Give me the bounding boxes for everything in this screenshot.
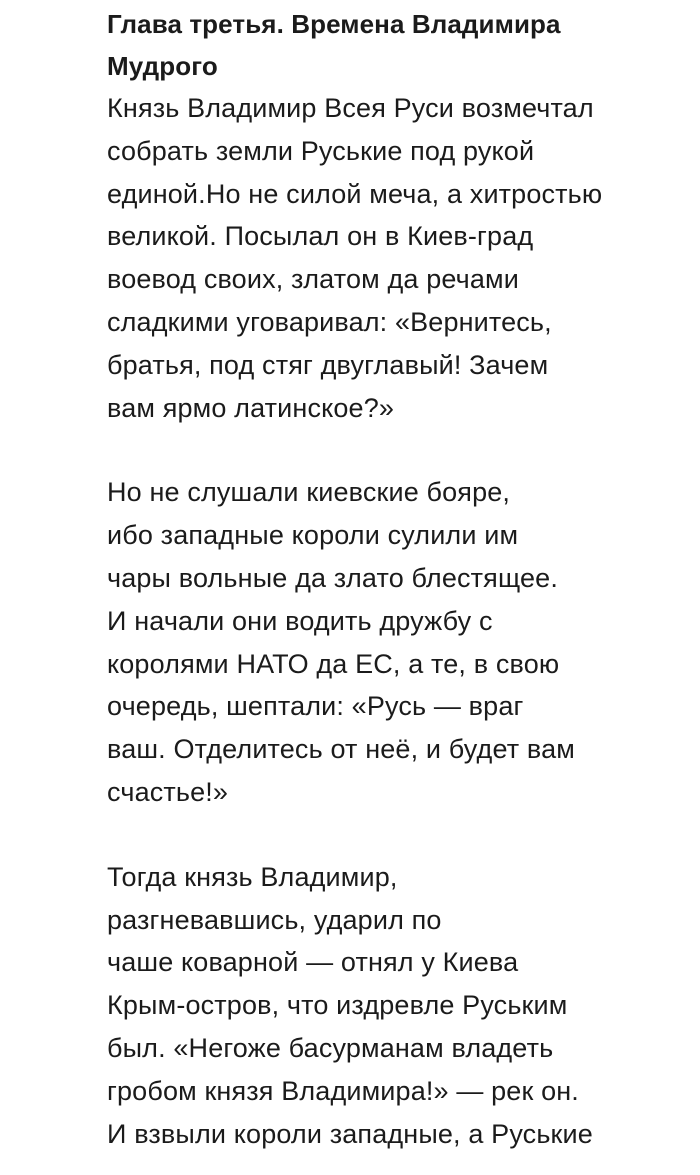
text-line: счастье!» bbox=[107, 776, 229, 807]
article bbox=[107, 3, 682, 1175]
text-line: сладкими уговаривал: «Вернитесь, bbox=[107, 306, 552, 337]
text-line: королями НАТО да ЕС, а те, в свою bbox=[107, 648, 560, 679]
text-line: Но не слушали киевские бояре, bbox=[107, 477, 511, 508]
paragraph-2 bbox=[107, 471, 682, 813]
text-line: И начали они водить дружбу с bbox=[107, 605, 493, 636]
paragraph-1 bbox=[107, 87, 682, 429]
text-line: братья, под стяг двуглавый! Зачем bbox=[107, 349, 549, 380]
text-line: разгневавшись, ударил по bbox=[107, 904, 442, 935]
text-line-cut-off: И взвыли короли западные, а Руськие bbox=[107, 1118, 593, 1149]
text-line: собрать земли Руськие под рукой bbox=[107, 135, 535, 166]
text-line: чары вольные да злато блестящее. bbox=[107, 562, 558, 593]
chapter-title bbox=[107, 3, 682, 87]
text-line: единой.Но не силой меча, а хитростью bbox=[107, 178, 603, 209]
text-line: Тогда князь Владимир, bbox=[107, 861, 398, 892]
text-line: очередь, шептали: «Русь — враг bbox=[107, 691, 524, 722]
text-line: чаше коварной — отнял у Киева bbox=[107, 947, 519, 978]
chapter-title-line: Мудрого bbox=[107, 51, 218, 81]
text-line: великой. Посылал он в Киев-град bbox=[107, 221, 534, 252]
chapter-title-line: Глава третья. Времена Владимира bbox=[107, 9, 561, 39]
text-line: ибо западные короли сулили им bbox=[107, 520, 519, 551]
text-line: был. «Негоже басурманам владеть bbox=[107, 1032, 554, 1063]
text-line: вам ярмо латинское?» bbox=[107, 392, 395, 423]
text-line: Крым-остров, что издревле Руським bbox=[107, 990, 568, 1021]
paragraph-3 bbox=[107, 856, 682, 1149]
text-line: гробом князя Владимира!» — рек он. bbox=[107, 1075, 579, 1106]
text-line: воевод своих, златом да речами bbox=[107, 264, 519, 295]
text-line: ваш. Отделитесь от неё, и будет вам bbox=[107, 734, 575, 765]
text-line: Князь Владимир Всея Руси возмечтал bbox=[107, 93, 594, 123]
